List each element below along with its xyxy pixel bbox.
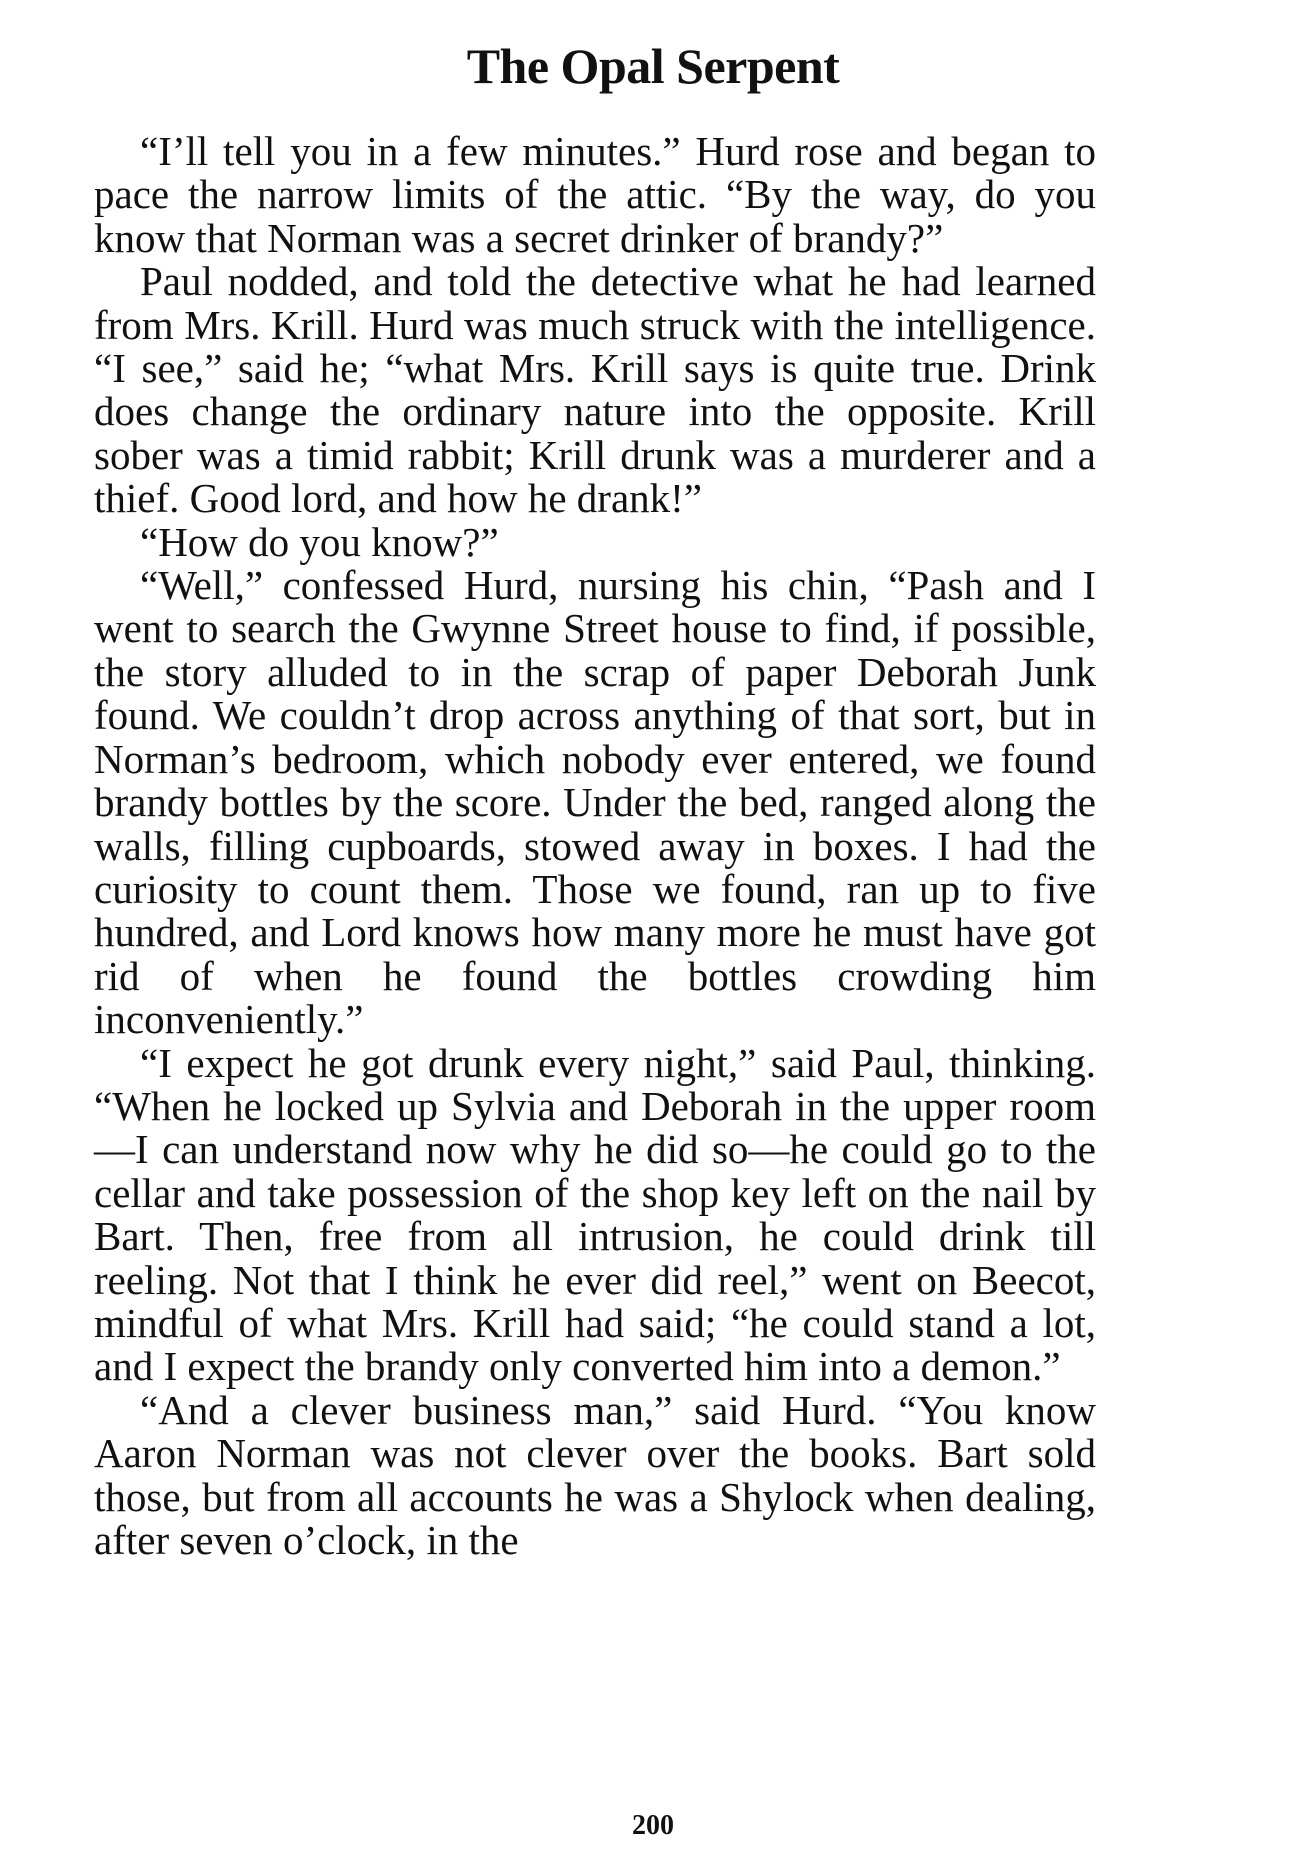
body-text [94,130,1096,1562]
paragraph: “I expect he got drunk every night,” said Paul, thinking. “When he locked up Sylvia and Deborah in the upper room—I can understand now why he did so—he could go to the cellar and take possession of the shop key left on the nail by Bart. Then, free from all intrusion, he could drink till reeling. Not that I think he ever did reel,” went on Beecot, mindful of what Mrs. Krill had said; “he could stand a lot, and I expect the brandy only converted him into a demon.” [94,1039,1096,1390]
paragraph: “I’ll tell you in a few minutes.” Hurd rose and began to pace the narrow limits of the attic. “By the way, do you know that Norman was a secret drinker of brandy?” [94,128,1096,261]
paragraph: “And a clever business man,” said Hurd. “You know Aaron Norman was not clever over the books. Bart sold those, but from all accounts he was a Shylock when dealing, after seven o’clock, in the [94,1386,1096,1563]
paragraph: Paul nodded, and told the detective what he had learned from Mrs. Krill. Hurd was much struck with the intelligence. “I see,” said he; “what Mrs. Krill says is quite true. Drink does change the ordinary nature into the opposite. Krill sober was a timid rabbit; Krill drunk was a murderer and a thief. Good lord, and how he drank!” [94,258,1096,522]
page-number: 200 [632,1810,674,1841]
running-title: The Opal Serpent [466,38,840,94]
paragraph: “Well,” confessed Hurd, nursing his chin, “Pash and I went to search the Gwynne Street house to find, if possible, the story alluded to in the scrap of paper Deborah Junk found. We couldn’t drop across anything of that sort, but in Norman’s bedroom, which nobody ever entered, we found brandy bottles by the score. Under the bed, ranged along the walls, filling cupboards, stowed away in boxes. I had the curiosity to count them. Those we found, ran up to five hundred, and Lord knows how many more he must have got rid of when he found the bottles crowding him inconveniently.” [94,562,1096,1043]
paragraph: “How do you know?” [140,518,499,565]
